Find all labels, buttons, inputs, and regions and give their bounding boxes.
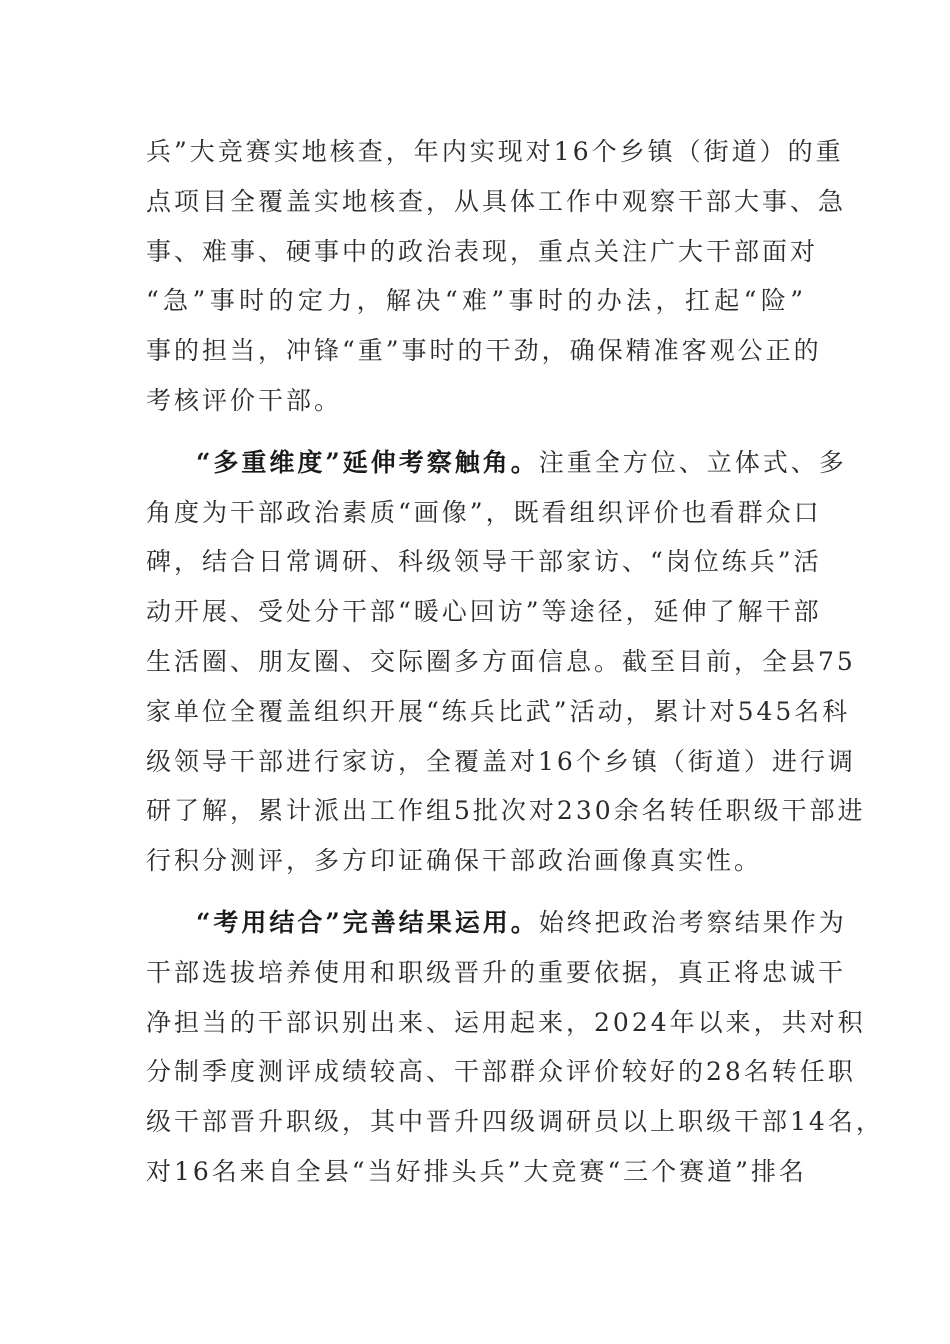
text-line: 考核评价干部。 — [146, 385, 343, 415]
text-line: 家单位全覆盖组织开展“练兵比武”活动，累计对545名科 — [146, 696, 851, 726]
paragraph-spacer — [146, 426, 806, 438]
text-line: 碑，结合日常调研、科级领导干部家访、“岗位练兵”活 — [146, 547, 822, 577]
paragraph-text: 始终把政治考察结果作为 — [538, 907, 847, 937]
text-line: 研了解，累计派出工作组5批次对230余名转任职级干部进 — [146, 796, 866, 826]
paragraph-1 — [146, 127, 847, 426]
paragraph-2 — [146, 438, 866, 886]
paragraph-text: 注重全方位、立体式、多 — [538, 447, 847, 477]
text-line: 级领导干部进行家访，全覆盖对16个乡镇（街道）进行调 — [146, 746, 856, 776]
text-line: 分制季度测评成绩较高、干部群众评价较好的28名转任职 — [146, 1057, 856, 1087]
text-line — [146, 898, 847, 948]
text-line: 对16名来自全县“当好排头兵”大竞赛“三个赛道”排名 — [146, 1156, 807, 1186]
text-line: 角度为干部政治素质“画像”，既看组织评价也看群众口 — [146, 497, 822, 527]
text-line: 干部选拔培养使用和职级晋升的重要依据，真正将忠诚干 — [146, 957, 847, 987]
text-line: “急”事时的定力，解决“难”事时的办法，扛起“险” — [146, 286, 806, 316]
paragraph-3 — [146, 898, 884, 1197]
body-text — [146, 127, 884, 1197]
text-line: 点项目全覆盖实地核查，从具体工作中观察干部大事、急 — [146, 186, 847, 216]
text-line: 净担当的干部识别出来、运用起来，2024年以来，共对积 — [146, 1007, 866, 1037]
text-line: 事的担当，冲锋“重”事时的干劲，确保精准客观公正的 — [146, 336, 822, 366]
text-line: 动开展、受处分干部“暖心回访”等途径，延伸了解干部 — [146, 597, 822, 627]
text-line — [146, 438, 847, 488]
text-line: 生活圈、朋友圈、交际圈多方面信息。截至目前，全县75 — [146, 646, 856, 676]
text-line: 事、难事、硬事中的政治表现，重点关注广大干部面对 — [146, 236, 819, 266]
text-line: 行积分测评，多方印证确保干部政治画像真实性。 — [146, 846, 763, 876]
paragraph-heading: “多重维度”延伸考察触角。 — [196, 447, 539, 477]
paragraph-spacer — [146, 886, 806, 898]
paragraph-heading: “考用结合”完善结果运用。 — [196, 907, 539, 937]
text-line: 级干部晋升职级，其中晋升四级调研员以上职级干部14名， — [146, 1107, 884, 1137]
text-line: 兵”大竞赛实地核查，年内实现对16个乡镇（街道）的重 — [146, 137, 844, 166]
